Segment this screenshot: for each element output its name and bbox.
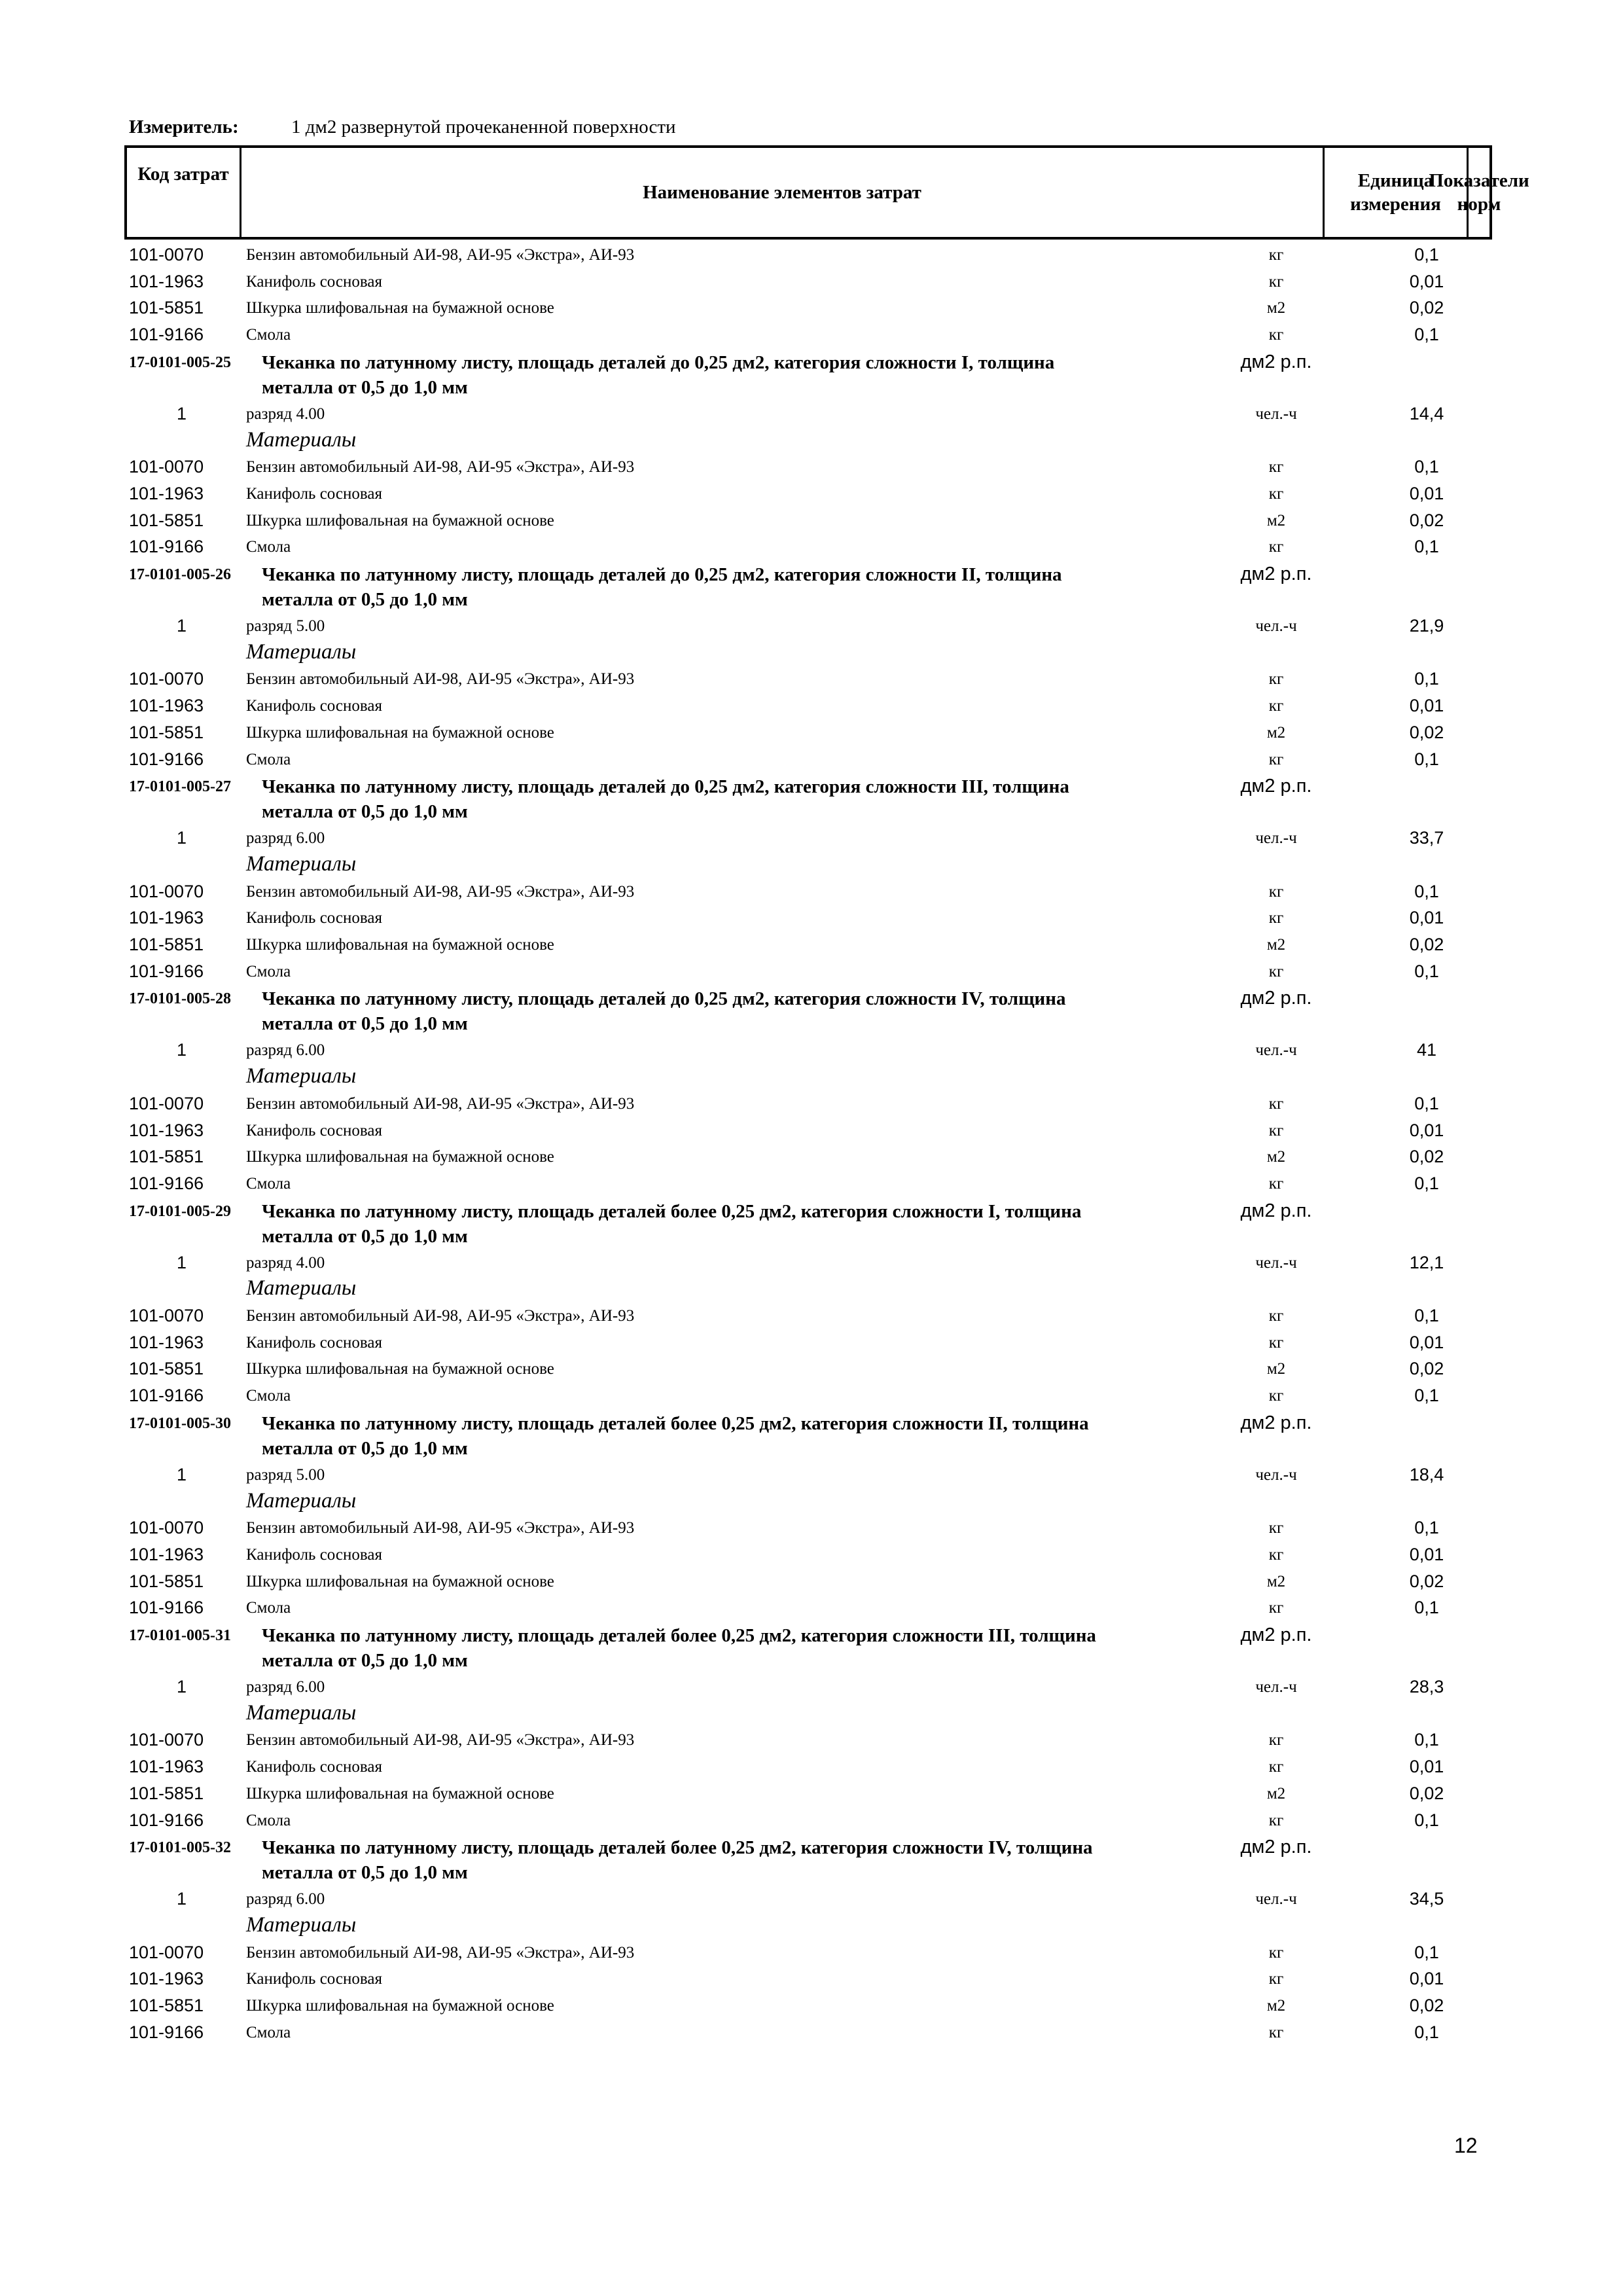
table-row [0,296,1623,323]
unit-cell: чел.-ч [1255,829,1297,848]
norm-title-row [0,350,1623,403]
worker-grade: разряд 6.00 [246,829,325,848]
table-row [0,880,1623,906]
unit-cell: кг [1268,1174,1284,1193]
table-row [0,1304,1623,1331]
norm-value: 0,01 [1409,1332,1444,1352]
resource-name: Смола [246,2023,291,2041]
table-row [0,1172,1623,1198]
resource-name: Бензин автомобильный АИ-98, АИ-95 «Экстра», АИ-93 [246,246,635,264]
section-heading [0,1278,1623,1304]
table-row [0,1331,1623,1357]
norm-title-row [0,562,1623,615]
resource-name: Смола [246,1387,291,1405]
norm-value: 0,01 [1409,1120,1444,1140]
worker-count: 1 [177,1040,187,1060]
table-row [0,456,1623,482]
resource-code: 101-5851 [129,298,204,318]
norm-value: 0,01 [1409,271,1444,291]
table-row [0,1888,1623,1914]
section-label: Материалы [246,427,357,452]
resource-name: Бензин автомобильный АИ-98, АИ-95 «Экстра», АИ-93 [246,1943,635,1962]
table-row [0,1676,1623,1702]
table-row [0,906,1623,933]
norm-title-line1: Чеканка по латунному листу, площадь деталей более 0,25 дм2, категория сложности IV, толщина [262,1837,1093,1859]
norm-unit: дм2 р.п. [1240,1200,1312,1221]
norm-value: 0,1 [1414,2022,1439,2042]
norm-title-row [0,1199,1623,1251]
table-row [0,1092,1623,1119]
norm-title-line2: металла от 0,5 до 1,0 мм [262,1650,468,1671]
norm-title [262,350,1191,400]
unit-cell: кг [1268,909,1284,927]
resource-code: 101-0070 [129,1942,204,1962]
norm-unit: дм2 р.п. [1240,1837,1312,1858]
table-row [0,509,1623,535]
norm-code: 17-0101-005-31 [129,1627,231,1644]
worker-grade: разряд 5.00 [246,617,325,635]
norm-value: 0,01 [1409,908,1444,928]
worker-count: 1 [177,828,187,848]
unit-cell: кг [1268,2023,1284,2041]
resource-name: Шкурка шлифовальная на бумажной основе [246,1997,554,2015]
unit-cell: кг [1268,962,1284,980]
measure-label: Измеритель: [129,117,239,137]
resource-code: 101-5851 [129,1571,204,1591]
norm-title [262,1835,1191,1885]
norm-value: 0,1 [1414,669,1439,689]
table-row [0,1357,1623,1384]
unit-cell: м2 [1266,723,1286,742]
unit-cell: кг [1268,1121,1284,1139]
norm-title [262,986,1191,1036]
resource-code: 101-0070 [129,1730,204,1750]
resource-code: 101-9166 [129,1598,204,1618]
resource-code: 101-1963 [129,1757,204,1777]
resource-name: Канифоль сосновая [246,484,382,503]
norm-value: 0,02 [1409,935,1444,954]
resource-name: Шкурка шлифовальная на бумажной основе [246,1572,554,1590]
resource-name: Смола [246,538,291,556]
resource-name: Бензин автомобильный АИ-98, АИ-95 «Экстра», АИ-93 [246,1731,635,1749]
table-row [0,1782,1623,1808]
table-row [0,960,1623,986]
table-row [0,1755,1623,1782]
worker-grade: разряд 6.00 [246,1890,325,1909]
table-row [0,827,1623,853]
unit-cell: кг [1268,1758,1284,1776]
resource-code: 101-5851 [129,1147,204,1167]
resource-code: 101-5851 [129,1783,204,1803]
table-row [0,1596,1623,1623]
resource-code: 101-9166 [129,749,204,769]
unit-cell: кг [1268,1731,1284,1749]
unit-cell: м2 [1266,936,1286,954]
resource-code: 101-5851 [129,722,204,742]
norm-title-line1: Чеканка по латунному листу, площадь деталей до 0,25 дм2, категория сложности III, толщина [262,776,1069,798]
unit-cell: м2 [1266,1572,1286,1590]
table-row [0,933,1623,960]
page-number: 12 [1454,2134,1478,2157]
norm-value: 0,01 [1409,1757,1444,1777]
resource-code: 101-1963 [129,1969,204,1989]
resource-name: Шкурка шлифовальная на бумажной основе [246,1360,554,1378]
section-heading [0,1702,1623,1729]
resource-code: 101-9166 [129,2022,204,2042]
unit-cell: кг [1268,272,1284,291]
table-row [0,1384,1623,1410]
resource-code: 101-9166 [129,961,204,981]
unit-cell: м2 [1266,1360,1286,1378]
norm-title-line2: металла от 0,5 до 1,0 мм [262,1437,468,1459]
norm-value: 0,1 [1414,1093,1439,1113]
norm-title-row [0,1835,1623,1888]
norm-title-row [0,1411,1623,1463]
resource-name: Смола [246,1811,291,1829]
unit-cell: кг [1268,750,1284,768]
unit-cell: чел.-ч [1255,1465,1297,1484]
norm-value: 0,1 [1414,245,1439,264]
header-code: Код затрат [127,148,241,237]
norm-value: 34,5 [1409,1889,1444,1909]
unit-cell: чел.-ч [1255,617,1297,635]
table-row [0,1119,1623,1145]
norm-title-line1: Чеканка по латунному листу, площадь деталей до 0,25 дм2, категория сложности IV, толщина [262,988,1066,1010]
unit-cell: кг [1268,1333,1284,1352]
norm-title-line1: Чеканка по латунному листу, площадь деталей более 0,25 дм2, категория сложности III, толщина [262,1625,1096,1646]
norm-value: 0,01 [1409,1544,1444,1564]
table-row [0,1994,1623,2020]
resource-code: 101-1963 [129,271,204,291]
table-row [0,323,1623,350]
norm-code: 17-0101-005-28 [129,990,231,1008]
resource-code: 101-1963 [129,696,204,716]
table-row [0,1729,1623,1755]
unit-cell: м2 [1266,1784,1286,1803]
norm-value: 0,1 [1414,1173,1439,1193]
worker-grade: разряд 6.00 [246,1041,325,1060]
norm-value: 0,02 [1409,1996,1444,2015]
resource-name: Шкурка шлифовальная на бумажной основе [246,723,554,742]
resource-name: Бензин автомобильный АИ-98, АИ-95 «Экстра», АИ-93 [246,670,635,689]
table-row [0,482,1623,509]
resource-name: Шкурка шлифовальная на бумажной основе [246,1784,554,1803]
unit-cell: м2 [1266,1997,1286,2015]
resource-name: Канифоль сосновая [246,1545,382,1564]
unit-cell: м2 [1266,511,1286,529]
norm-value: 0,1 [1414,1386,1439,1406]
section-label: Материалы [246,1276,357,1300]
unit-cell: чел.-ч [1255,1890,1297,1909]
worker-count: 1 [177,1252,187,1272]
section-heading [0,641,1623,668]
table-row [0,668,1623,694]
norm-value: 0,1 [1414,961,1439,981]
resource-name: Смола [246,962,291,980]
unit-cell: м2 [1266,299,1286,317]
unit-cell: чел.-ч [1255,1041,1297,1060]
resource-name: Канифоль сосновая [246,1333,382,1352]
norm-value: 21,9 [1409,616,1444,636]
norm-unit: дм2 р.п. [1240,776,1312,797]
worker-count: 1 [177,616,187,636]
worker-grade: разряд 4.00 [246,1253,325,1272]
worker-count: 1 [177,1464,187,1484]
table-row [0,615,1623,641]
worker-grade: разряд 4.00 [246,404,325,423]
norm-title-row [0,986,1623,1039]
resource-name: Канифоль сосновая [246,1970,382,1988]
section-heading [0,1066,1623,1092]
unit-cell: кг [1268,538,1284,556]
unit-cell: кг [1268,1943,1284,1962]
norm-code: 17-0101-005-30 [129,1414,231,1432]
measure-line [129,117,676,138]
resource-code: 101-0070 [129,881,204,901]
unit-cell: чел.-ч [1255,1678,1297,1696]
resource-name: Шкурка шлифовальная на бумажной основе [246,1148,554,1166]
norm-title-line2: металла от 0,5 до 1,0 мм [262,1225,468,1247]
section-heading [0,429,1623,456]
norm-value: 0,01 [1409,483,1444,503]
norm-code: 17-0101-005-27 [129,778,231,796]
norm-title-line2: металла от 0,5 до 1,0 мм [262,801,468,823]
norm-value: 28,3 [1409,1677,1444,1696]
resource-code: 101-1963 [129,1120,204,1140]
norm-title-row [0,774,1623,827]
header-name: Наименование элементов затрат [241,148,1325,237]
norm-value: 14,4 [1409,403,1444,423]
norm-value: 12,1 [1409,1252,1444,1272]
table-row [0,1809,1623,1835]
resource-code: 101-0070 [129,1306,204,1325]
resource-code: 101-5851 [129,1359,204,1379]
resource-name: Смола [246,750,291,768]
resource-code: 101-9166 [129,1173,204,1193]
resource-name: Бензин автомобильный АИ-98, АИ-95 «Экстра», АИ-93 [246,1519,635,1537]
norm-value: 0,01 [1409,1969,1444,1989]
norm-value: 0,1 [1414,1810,1439,1830]
section-heading [0,1490,1623,1516]
resource-name: Смола [246,326,291,344]
norm-value: 0,1 [1414,881,1439,901]
norm-title-line2: металла от 0,5 до 1,0 мм [262,1013,468,1035]
resource-name: Смола [246,1174,291,1193]
resource-code: 101-5851 [129,935,204,954]
resource-code: 101-1963 [129,1332,204,1352]
unit-cell: м2 [1266,1148,1286,1166]
resource-code: 101-9166 [129,325,204,345]
norm-value: 0,1 [1414,749,1439,769]
norm-value: 0,1 [1414,1306,1439,1325]
norm-title [262,562,1191,612]
section-heading [0,853,1623,880]
table-row [0,1251,1623,1278]
resource-code: 101-1963 [129,483,204,503]
table-header [124,145,1529,240]
table-row [0,748,1623,774]
resource-name: Бензин автомобильный АИ-98, АИ-95 «Экстра», АИ-93 [246,458,635,476]
norm-value: 0,02 [1409,1359,1444,1379]
header-norm: Показатели норм [1429,170,1529,215]
unit-cell: кг [1268,1970,1284,1988]
norm-value: 0,02 [1409,722,1444,742]
table-row [0,243,1623,270]
norm-value: 0,02 [1409,1147,1444,1167]
section-label: Материалы [246,1064,357,1088]
resource-name: Канифоль сосновая [246,272,382,291]
norm-title [262,1199,1191,1249]
unit-cell: кг [1268,1545,1284,1564]
norm-value: 0,02 [1409,298,1444,318]
worker-count: 1 [177,403,187,423]
unit-cell: кг [1268,1094,1284,1113]
section-label: Материалы [246,1488,357,1513]
table-row [0,1967,1623,1994]
norm-value: 0,02 [1409,1783,1444,1803]
norm-title-row [0,1623,1623,1676]
resource-code: 101-5851 [129,510,204,530]
norm-code: 17-0101-005-25 [129,353,231,371]
norm-title-line1: Чеканка по латунному листу, площадь деталей более 0,25 дм2, категория сложности I, толщина [262,1200,1082,1222]
resource-name: Смола [246,1599,291,1617]
table-row [0,1145,1623,1172]
norm-value: 41 [1416,1040,1437,1060]
worker-count: 1 [177,1677,187,1696]
resource-name: Шкурка шлифовальная на бумажной основе [246,511,554,529]
norm-value: 0,02 [1409,1571,1444,1591]
resource-code: 101-1963 [129,1544,204,1564]
norm-value: 0,1 [1414,537,1439,557]
resource-code: 101-9166 [129,1386,204,1406]
section-label: Материалы [246,639,357,664]
norm-value: 0,1 [1414,1942,1439,1962]
unit-cell: кг [1268,1387,1284,1405]
resource-name: Канифоль сосновая [246,1758,382,1776]
unit-cell: кг [1268,1307,1284,1325]
norm-unit: дм2 р.п. [1240,351,1312,372]
resource-code: 101-0070 [129,457,204,477]
resource-name: Шкурка шлифовальная на бумажной основе [246,936,554,954]
resource-code: 101-5851 [129,1996,204,2015]
resource-name: Канифоль сосновая [246,909,382,927]
table-row [0,2021,1623,2047]
resource-name: Бензин автомобильный АИ-98, АИ-95 «Экстра», АИ-93 [246,1307,635,1325]
norm-value: 0,1 [1414,325,1439,345]
resource-code: 101-1963 [129,908,204,928]
unit-cell: кг [1268,484,1284,503]
norm-title-line1: Чеканка по латунному листу, площадь деталей до 0,25 дм2, категория сложности I, толщина [262,351,1055,373]
table-row [0,1516,1623,1543]
norm-unit: дм2 р.п. [1240,564,1312,584]
resource-code: 101-0070 [129,1518,204,1538]
norm-value: 0,1 [1414,457,1439,477]
unit-cell: кг [1268,1599,1284,1617]
norm-title-line2: металла от 0,5 до 1,0 мм [262,589,468,610]
unit-cell: кг [1268,246,1284,264]
unit-cell: кг [1268,882,1284,901]
resource-code: 101-9166 [129,537,204,557]
worker-grade: разряд 6.00 [246,1678,325,1696]
norm-value: 0,1 [1414,1598,1439,1618]
resource-code: 101-0070 [129,669,204,689]
section-label: Материалы [246,852,357,876]
norm-unit: дм2 р.п. [1240,988,1312,1009]
norm-title [262,1623,1191,1673]
header-unit: Единица измерения [1325,148,1469,237]
resource-name: Канифоль сосновая [246,697,382,715]
table-row [0,270,1623,296]
norm-value: 33,7 [1409,828,1444,848]
norm-title-line1: Чеканка по латунному листу, площадь деталей до 0,25 дм2, категория сложности II, толщина [262,564,1062,585]
measure-value: 1 дм2 развернутой прочеканенной поверхности [291,117,676,137]
section-label: Материалы [246,1700,357,1725]
unit-cell: кг [1268,1811,1284,1829]
unit-cell: чел.-ч [1255,1253,1297,1272]
table-row [0,1463,1623,1490]
norm-title-line1: Чеканка по латунному листу, площадь деталей более 0,25 дм2, категория сложности II, толщина [262,1412,1089,1434]
unit-cell: кг [1268,326,1284,344]
resource-name: Шкурка шлифовальная на бумажной основе [246,299,554,317]
norm-title-line2: металла от 0,5 до 1,0 мм [262,376,468,398]
norm-code: 17-0101-005-26 [129,566,231,583]
table-row [0,721,1623,747]
norm-value: 0,1 [1414,1730,1439,1750]
unit-cell: кг [1268,458,1284,476]
norm-value: 0,02 [1409,510,1444,530]
section-heading [0,1914,1623,1941]
norm-value: 18,4 [1409,1464,1444,1484]
resource-code: 101-0070 [129,245,204,264]
unit-cell: кг [1268,697,1284,715]
resource-code: 101-9166 [129,1810,204,1830]
table-row [0,1543,1623,1570]
norm-value: 0,1 [1414,1518,1439,1538]
table-row [0,1039,1623,1065]
resource-name: Бензин автомобильный АИ-98, АИ-95 «Экстра», АИ-93 [246,1094,635,1113]
section-label: Материалы [246,1912,357,1937]
resource-name: Канифоль сосновая [246,1121,382,1139]
norm-value: 0,01 [1409,696,1444,716]
table-row [0,535,1623,562]
resource-code: 101-0070 [129,1093,204,1113]
table-row [0,403,1623,429]
norm-code: 17-0101-005-32 [129,1839,231,1857]
norm-title-line2: металла от 0,5 до 1,0 мм [262,1862,468,1884]
norm-unit: дм2 р.п. [1240,1624,1312,1645]
unit-cell: чел.-ч [1255,404,1297,423]
worker-grade: разряд 5.00 [246,1465,325,1484]
norm-title [262,774,1191,824]
worker-count: 1 [177,1889,187,1909]
table-row [0,1570,1623,1596]
unit-cell: кг [1268,1519,1284,1537]
table-row [0,694,1623,721]
unit-cell: кг [1268,670,1284,689]
norm-code: 17-0101-005-29 [129,1202,231,1220]
table-row [0,1941,1623,1967]
resource-name: Бензин автомобильный АИ-98, АИ-95 «Экстра», АИ-93 [246,882,635,901]
norm-unit: дм2 р.п. [1240,1412,1312,1433]
norm-title [262,1411,1191,1461]
